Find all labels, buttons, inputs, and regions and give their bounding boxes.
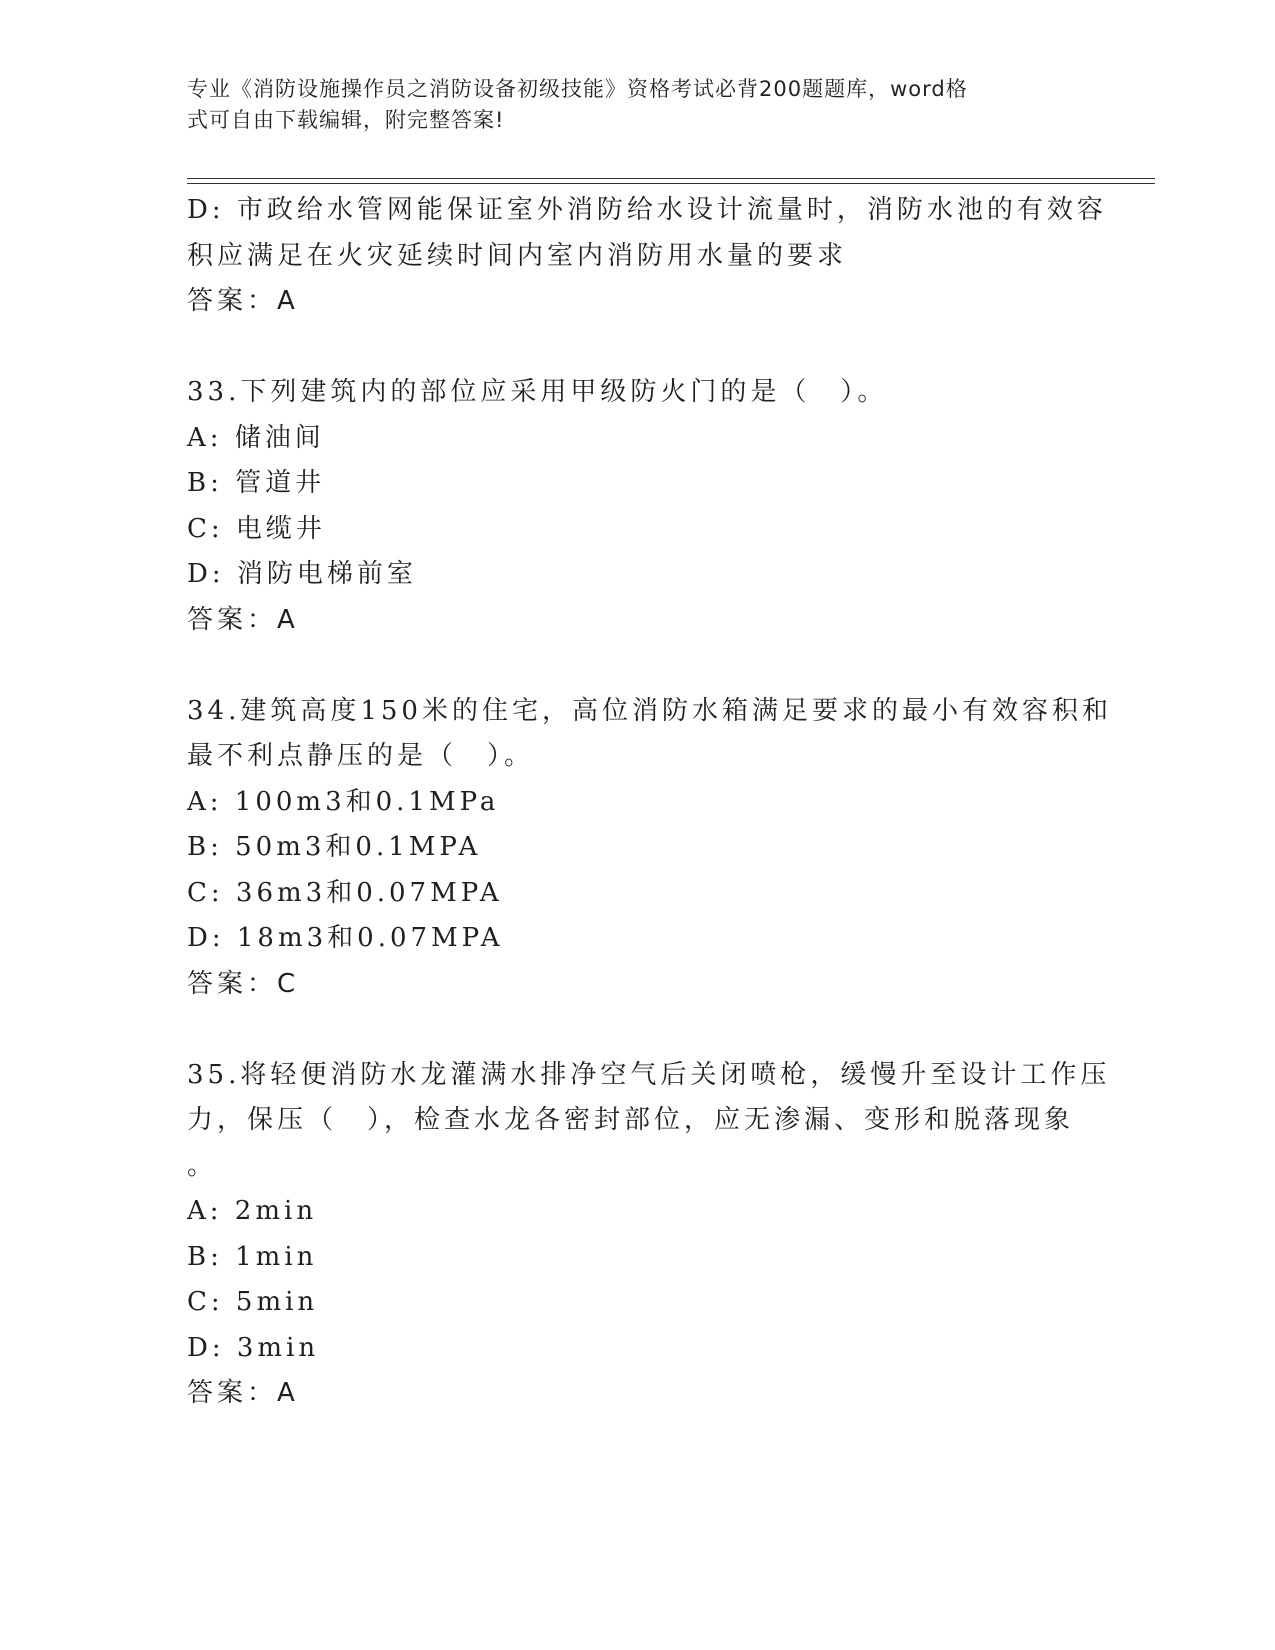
- spacer: [187, 325, 1087, 371]
- header-line-2: 式可自由下载编辑，附完整答案!: [187, 108, 505, 132]
- option-b: B: 50m3和0.1MPA: [187, 832, 482, 862]
- option-a: A: 100m3和0.1MPa: [187, 786, 500, 817]
- question-35: [187, 1053, 1111, 1417]
- question-34: [187, 689, 1112, 1008]
- question-stem-line-2: 力，保压（ ），检查水龙各密封部位，应无渗漏、变形和脱落现象: [187, 1105, 1075, 1135]
- answer-label: 答案：A: [187, 1378, 299, 1408]
- header-divider-bottom: [187, 183, 1155, 184]
- question-32-tail: [187, 188, 1107, 325]
- header-line-1: 专业《消防设施操作员之消防设备初级技能》资格考试必背200题题库，word格: [187, 77, 968, 101]
- option-a: A: 2min: [187, 1196, 318, 1226]
- option-d-line-1: D: 市政给水管网能保证室外消防给水设计流量时，消防水池的有效容: [187, 195, 1107, 225]
- option-d: D: 消防电梯前室: [187, 559, 417, 589]
- option-a: A: 储油间: [187, 422, 325, 453]
- question-33: [187, 370, 1087, 643]
- option-b: B: 1min: [187, 1241, 318, 1272]
- spacer: [187, 643, 1087, 689]
- question-stem-line-3: 。: [187, 1150, 218, 1181]
- question-list: [187, 188, 1112, 1417]
- option-d: D: 18m3和0.07MPA: [187, 923, 504, 953]
- option-b: B: 管道井: [187, 468, 326, 498]
- option-c: C: 5min: [187, 1287, 319, 1317]
- question-stem-line-1: 35.将轻便消防水龙灌满水排净空气后关闭喷枪，缓慢升至设计工作压: [187, 1059, 1111, 1090]
- question-stem-line-2: 最不利点静压的是（ ）。: [187, 741, 535, 771]
- header-divider-top: [187, 178, 1155, 179]
- spacer: [187, 1007, 1087, 1053]
- option-c: C: 电缆井: [187, 513, 326, 544]
- answer-label: 答案：A: [187, 604, 299, 635]
- question-stem-line-1: 34.建筑高度150米的住宅，高位消防水箱满足要求的最小有效容积和: [187, 695, 1112, 726]
- document-header: [187, 74, 1067, 136]
- question-stem: 33.下列建筑内的部位应采用甲级防火门的是（ ）。: [187, 377, 888, 407]
- option-d-line-2: 积应满足在火灾延续时间内室内消防用水量的要求: [187, 240, 848, 271]
- answer-label: 答案：A: [187, 286, 299, 316]
- option-d: D: 3min: [187, 1332, 320, 1363]
- option-c: C: 36m3和0.07MPA: [187, 877, 503, 908]
- answer-label: 答案：C: [187, 968, 300, 999]
